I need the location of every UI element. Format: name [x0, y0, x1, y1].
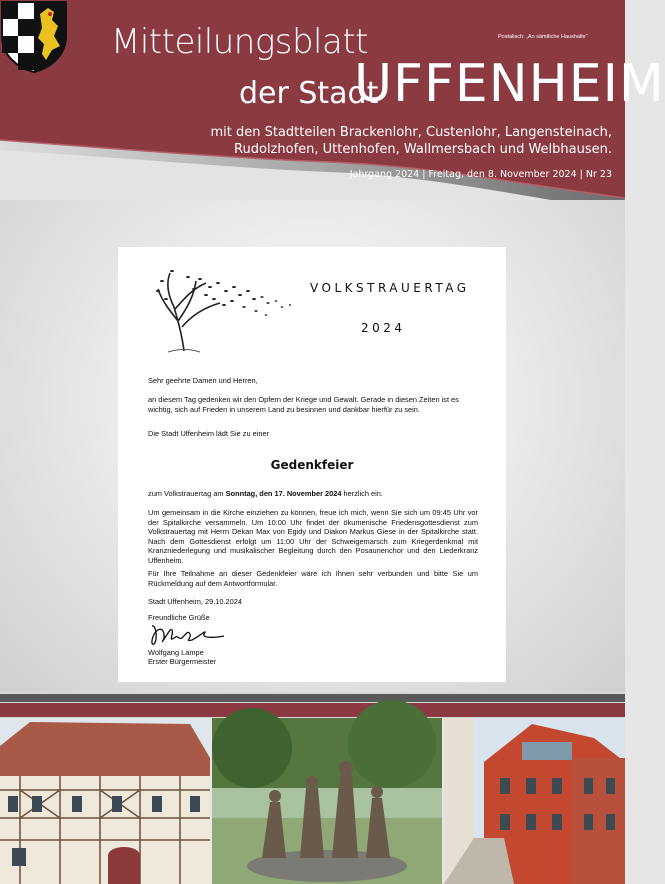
photo-red-house [444, 718, 625, 884]
subtitle [210, 124, 612, 158]
letter-heading: VOLKSTRAUERTAG [310, 281, 470, 295]
photo-statue-group [212, 718, 442, 884]
invitation-line: Die Stadt Uffenheim lädt Sie zu einer [148, 429, 270, 438]
subtitle-line-2: Rudolzhofen, Uttenhofen, Wallmersbach und Welbhausen. [234, 142, 612, 157]
signer-title: Erster Bürgermeister [148, 657, 217, 666]
letter-year: 2024 [361, 321, 406, 335]
postal-note: Postalisch: „An sämtliche Haushalte“ [498, 34, 588, 40]
signature-icon [148, 620, 228, 650]
masthead [0, 0, 665, 220]
issue-info: Jahrgang 2024 | Freitag, den 8. November 2024 | Nr 23 [349, 169, 612, 180]
rsvp-paragraph: Für Ihre Teilnahme an dieser Gedenkfeier wäre ich Ihnen sehr verbunden und bitte Sie um Rückmeldung auf dem Antwortformular. [148, 569, 478, 588]
windblown-tree-icon [148, 259, 300, 359]
footer-band [0, 692, 625, 718]
title-line-2: der Stadt [239, 76, 379, 111]
details-paragraph: Um gemeinsam in die Kirche einziehen zu können, freue ich mich, wenn Sie sich um 09:45 Uhr vor der Spitalkirche versammeln. Um 10:00 Uhr findet der ökumenische Friedensgottesdienst zum Volkstrauertag mit Herrn Dekan Max von Egidy und Diakon Markus Giese in der Spitalkirche statt. Nach dem Gottesdienst erfolgt um 11:00 Uhr der Schweigemarsch zum Kriegerdenkmal mit Kranzniederlegung und musikalischer Begleitung durch den Posaunenchor und den Liederkranz Uffenheim. [148, 508, 478, 565]
signer-name: Wolfgang Lampe [148, 648, 204, 657]
photo-half-timbered-building [0, 718, 210, 884]
closing: Freundliche Grüße [148, 613, 210, 622]
salutation: Sehr geehrte Damen und Herren, [148, 376, 258, 385]
title-city: UFFENHEIM [354, 54, 665, 114]
event-prefix: zum Volkstrauertag am [148, 489, 226, 498]
intro-paragraph: an diesem Tag gedenken wir den Opfern der Kriege und Gewalt. Gerade in diesen Zeiten ist es wichtig, sich auf Frieden in unserem Land zu besinnen und dankbar hierfür zu sein. [148, 395, 459, 414]
event-line [148, 489, 478, 499]
event-suffix: herzlich ein. [341, 489, 383, 498]
event-title: Gedenkfeier [270, 458, 354, 472]
letter [118, 247, 506, 682]
title-line-1: Mitteilungsblatt [111, 22, 368, 62]
city-crest-icon [0, 0, 68, 74]
subtitle-line-1: mit den Stadtteilen Brackenlohr, Custenlohr, Langensteinach, [210, 125, 612, 140]
place-date: Stadt Uffenheim, 29.10.2024 [148, 597, 242, 606]
event-date: Sonntag, den 17. November 2024 [225, 489, 342, 498]
photo-strip [0, 718, 625, 884]
